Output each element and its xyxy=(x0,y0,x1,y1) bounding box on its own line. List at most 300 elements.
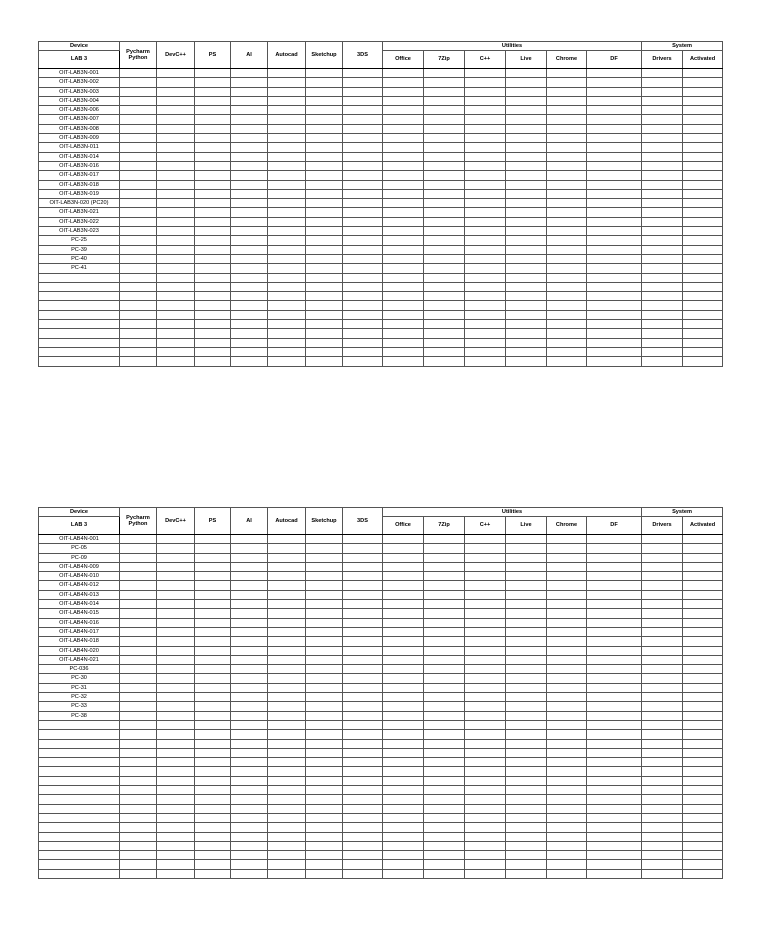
status-cell xyxy=(424,199,465,208)
status-cell xyxy=(195,665,231,674)
status-cell xyxy=(587,96,642,105)
status-cell xyxy=(424,739,465,748)
device-name-cell: OIT-LAB3N-008 xyxy=(39,124,120,133)
status-cell xyxy=(424,711,465,720)
status-cell xyxy=(424,347,465,356)
status-cell xyxy=(465,674,506,683)
status-cell xyxy=(506,739,547,748)
status-cell xyxy=(306,310,343,319)
status-cell xyxy=(268,161,306,170)
status-cell xyxy=(642,767,683,776)
status-cell xyxy=(424,152,465,161)
status-cell xyxy=(642,115,683,124)
status-cell xyxy=(506,301,547,310)
status-cell xyxy=(506,245,547,254)
status-cell xyxy=(547,786,587,795)
status-cell xyxy=(157,357,195,366)
status-cell xyxy=(195,860,231,869)
status-cell xyxy=(343,841,383,850)
status-cell xyxy=(383,264,424,273)
status-cell xyxy=(506,823,547,832)
status-cell xyxy=(587,813,642,822)
live-header: Live xyxy=(506,51,547,69)
status-cell xyxy=(120,227,157,236)
status-cell xyxy=(587,208,642,217)
table-row xyxy=(39,851,723,860)
status-cell xyxy=(343,208,383,217)
status-cell xyxy=(231,217,268,226)
status-cell xyxy=(195,227,231,236)
device-name-cell: OIT-LAB4N-015 xyxy=(39,609,120,618)
status-cell xyxy=(506,609,547,618)
status-cell xyxy=(424,106,465,115)
status-cell xyxy=(268,637,306,646)
status-cell xyxy=(424,581,465,590)
cpp-header: C++ xyxy=(465,51,506,69)
status-cell xyxy=(268,227,306,236)
status-cell xyxy=(343,115,383,124)
status-cell xyxy=(120,590,157,599)
status-cell xyxy=(587,115,642,124)
device-name-cell: PC-05 xyxy=(39,544,120,553)
status-cell xyxy=(683,637,723,646)
status-cell xyxy=(642,254,683,263)
status-cell xyxy=(424,748,465,757)
status-cell xyxy=(642,106,683,115)
status-cell xyxy=(465,711,506,720)
status-cell xyxy=(157,535,195,544)
status-cell xyxy=(383,609,424,618)
status-cell xyxy=(343,572,383,581)
status-cell xyxy=(383,739,424,748)
status-cell xyxy=(120,87,157,96)
status-cell xyxy=(547,646,587,655)
status-cell xyxy=(195,776,231,785)
status-cell xyxy=(683,208,723,217)
status-cell xyxy=(268,730,306,739)
status-cell xyxy=(383,199,424,208)
status-cell xyxy=(383,776,424,785)
status-cell xyxy=(683,590,723,599)
table-row xyxy=(39,78,723,87)
status-cell xyxy=(195,609,231,618)
status-cell xyxy=(343,245,383,254)
status-cell xyxy=(465,171,506,180)
status-cell xyxy=(547,720,587,729)
status-cell xyxy=(268,338,306,347)
status-cell xyxy=(506,254,547,263)
status-cell xyxy=(383,646,424,655)
status-cell xyxy=(642,655,683,664)
status-cell xyxy=(383,683,424,692)
table-row xyxy=(39,562,723,571)
status-cell xyxy=(306,208,343,217)
status-cell xyxy=(306,804,343,813)
status-cell xyxy=(306,245,343,254)
status-cell xyxy=(642,730,683,739)
status-cell xyxy=(383,282,424,291)
table-row xyxy=(39,869,723,878)
status-cell xyxy=(343,161,383,170)
status-cell xyxy=(424,320,465,329)
status-cell xyxy=(465,217,506,226)
status-cell xyxy=(547,320,587,329)
status-cell xyxy=(120,702,157,711)
status-cell xyxy=(506,851,547,860)
status-cell xyxy=(506,693,547,702)
status-cell xyxy=(383,189,424,198)
status-cell xyxy=(547,869,587,878)
status-cell xyxy=(343,702,383,711)
status-cell xyxy=(157,282,195,291)
status-cell xyxy=(547,264,587,273)
device-name-cell: OIT-LAB3N-022 xyxy=(39,217,120,226)
status-cell xyxy=(157,655,195,664)
status-cell xyxy=(157,199,195,208)
status-cell xyxy=(547,609,587,618)
status-cell xyxy=(547,217,587,226)
status-cell xyxy=(120,767,157,776)
status-cell xyxy=(424,227,465,236)
status-cell xyxy=(195,618,231,627)
status-cell xyxy=(306,823,343,832)
status-cell xyxy=(231,227,268,236)
status-cell xyxy=(306,572,343,581)
status-cell xyxy=(642,124,683,133)
table-row xyxy=(39,739,723,748)
status-cell xyxy=(683,832,723,841)
status-cell xyxy=(231,618,268,627)
status-cell xyxy=(424,189,465,198)
device-name-cell xyxy=(39,823,120,832)
status-cell xyxy=(465,627,506,636)
status-cell xyxy=(587,665,642,674)
status-cell xyxy=(157,180,195,189)
status-cell xyxy=(383,171,424,180)
status-cell xyxy=(683,143,723,152)
status-cell xyxy=(268,217,306,226)
status-cell xyxy=(157,254,195,263)
status-cell xyxy=(642,171,683,180)
status-cell xyxy=(231,161,268,170)
status-cell xyxy=(424,804,465,813)
status-cell xyxy=(642,860,683,869)
status-cell xyxy=(683,776,723,785)
status-cell xyxy=(506,804,547,813)
status-cell xyxy=(547,199,587,208)
status-cell xyxy=(231,171,268,180)
status-cell xyxy=(120,786,157,795)
table-row xyxy=(39,637,723,646)
status-cell xyxy=(157,851,195,860)
status-cell xyxy=(195,152,231,161)
status-cell xyxy=(642,813,683,822)
status-cell xyxy=(195,841,231,850)
status-cell xyxy=(683,581,723,590)
status-cell xyxy=(465,115,506,124)
status-cell xyxy=(547,236,587,245)
status-cell xyxy=(424,618,465,627)
status-cell xyxy=(120,292,157,301)
status-cell xyxy=(683,665,723,674)
status-cell xyxy=(268,78,306,87)
status-cell xyxy=(306,236,343,245)
status-cell xyxy=(506,674,547,683)
table-row xyxy=(39,683,723,692)
status-cell xyxy=(306,665,343,674)
table-row xyxy=(39,600,723,609)
status-cell xyxy=(157,310,195,319)
status-cell xyxy=(383,590,424,599)
status-cell xyxy=(306,171,343,180)
system-header: System xyxy=(642,42,723,51)
status-cell xyxy=(268,600,306,609)
status-cell xyxy=(642,748,683,757)
status-cell xyxy=(120,572,157,581)
status-cell xyxy=(465,851,506,860)
table-row xyxy=(39,841,723,850)
status-cell xyxy=(465,841,506,850)
status-cell xyxy=(343,637,383,646)
status-cell xyxy=(547,655,587,664)
status-cell xyxy=(383,562,424,571)
device-name-cell: OIT-LAB3N-002 xyxy=(39,78,120,87)
status-cell xyxy=(306,292,343,301)
status-cell xyxy=(506,730,547,739)
status-cell xyxy=(587,795,642,804)
status-cell xyxy=(587,786,642,795)
status-cell xyxy=(424,544,465,553)
table-row xyxy=(39,96,723,105)
status-cell xyxy=(642,180,683,189)
status-cell xyxy=(642,273,683,282)
status-cell xyxy=(306,199,343,208)
status-cell xyxy=(683,795,723,804)
table-row xyxy=(39,813,723,822)
status-cell xyxy=(306,627,343,636)
table-row xyxy=(39,832,723,841)
status-cell xyxy=(157,702,195,711)
table-row xyxy=(39,143,723,152)
status-cell xyxy=(465,320,506,329)
device-name-cell: PC-09 xyxy=(39,553,120,562)
status-cell xyxy=(231,87,268,96)
status-cell xyxy=(547,115,587,124)
status-cell xyxy=(343,301,383,310)
status-cell xyxy=(383,236,424,245)
status-cell xyxy=(306,674,343,683)
status-cell xyxy=(587,776,642,785)
status-cell xyxy=(465,69,506,78)
status-cell xyxy=(642,600,683,609)
status-cell xyxy=(120,301,157,310)
status-cell xyxy=(343,69,383,78)
status-cell xyxy=(547,189,587,198)
status-cell xyxy=(306,739,343,748)
status-cell xyxy=(424,646,465,655)
utilities-header: Utilities xyxy=(383,42,642,51)
status-cell xyxy=(506,273,547,282)
status-cell xyxy=(268,69,306,78)
status-cell xyxy=(268,562,306,571)
status-cell xyxy=(306,600,343,609)
status-cell xyxy=(642,87,683,96)
status-cell xyxy=(683,115,723,124)
pycharm-python-header: Pycharm Python xyxy=(120,508,157,535)
status-cell xyxy=(465,245,506,254)
status-cell xyxy=(683,720,723,729)
status-cell xyxy=(424,124,465,133)
status-cell xyxy=(157,590,195,599)
status-cell xyxy=(268,572,306,581)
status-cell xyxy=(120,600,157,609)
status-cell xyxy=(587,78,642,87)
status-cell xyxy=(343,106,383,115)
device-name-cell xyxy=(39,795,120,804)
status-cell xyxy=(231,544,268,553)
table-row xyxy=(39,767,723,776)
status-cell xyxy=(268,143,306,152)
status-cell xyxy=(506,720,547,729)
status-cell xyxy=(231,245,268,254)
device-name-cell xyxy=(39,338,120,347)
status-cell xyxy=(424,96,465,105)
status-cell xyxy=(343,124,383,133)
device-name-cell xyxy=(39,767,120,776)
status-cell xyxy=(506,282,547,291)
table-row xyxy=(39,320,723,329)
status-cell xyxy=(343,152,383,161)
status-cell xyxy=(306,264,343,273)
status-cell xyxy=(683,562,723,571)
status-cell xyxy=(268,813,306,822)
status-cell xyxy=(195,683,231,692)
status-cell xyxy=(231,254,268,263)
status-cell xyxy=(642,627,683,636)
status-cell xyxy=(683,189,723,198)
status-cell xyxy=(642,544,683,553)
status-cell xyxy=(642,646,683,655)
status-cell xyxy=(383,600,424,609)
status-cell xyxy=(195,254,231,263)
status-cell xyxy=(157,78,195,87)
status-cell xyxy=(465,786,506,795)
status-cell xyxy=(306,693,343,702)
status-cell xyxy=(231,804,268,813)
status-cell xyxy=(506,69,547,78)
status-cell xyxy=(383,841,424,850)
status-cell xyxy=(195,655,231,664)
status-cell xyxy=(268,674,306,683)
status-cell xyxy=(683,767,723,776)
status-cell xyxy=(465,199,506,208)
status-cell xyxy=(506,161,547,170)
status-cell xyxy=(424,786,465,795)
status-cell xyxy=(383,702,424,711)
status-cell xyxy=(683,618,723,627)
status-cell xyxy=(547,627,587,636)
status-cell xyxy=(465,329,506,338)
status-cell xyxy=(383,338,424,347)
status-cell xyxy=(642,338,683,347)
status-cell xyxy=(383,869,424,878)
table-row xyxy=(39,217,723,226)
status-cell xyxy=(506,199,547,208)
status-cell xyxy=(547,600,587,609)
status-cell xyxy=(306,748,343,757)
status-cell xyxy=(587,282,642,291)
status-cell xyxy=(383,627,424,636)
office-header: Office xyxy=(383,51,424,69)
device-name-cell: OIT-LAB4N-020 xyxy=(39,646,120,655)
status-cell xyxy=(587,273,642,282)
status-cell xyxy=(547,813,587,822)
status-cell xyxy=(120,69,157,78)
device-name-cell xyxy=(39,720,120,729)
status-cell xyxy=(306,134,343,143)
status-cell xyxy=(587,832,642,841)
status-cell xyxy=(343,804,383,813)
device-name-cell xyxy=(39,841,120,850)
status-cell xyxy=(120,310,157,319)
status-cell xyxy=(383,152,424,161)
status-cell xyxy=(587,609,642,618)
status-cell xyxy=(587,851,642,860)
status-cell xyxy=(195,590,231,599)
status-cell xyxy=(268,804,306,813)
status-cell xyxy=(157,292,195,301)
status-cell xyxy=(195,637,231,646)
status-cell xyxy=(343,338,383,347)
status-cell xyxy=(231,143,268,152)
status-cell xyxy=(343,143,383,152)
status-cell xyxy=(547,171,587,180)
table-row xyxy=(39,87,723,96)
status-cell xyxy=(424,134,465,143)
status-cell xyxy=(343,282,383,291)
status-cell xyxy=(424,600,465,609)
status-cell xyxy=(268,627,306,636)
status-cell xyxy=(195,106,231,115)
status-cell xyxy=(268,329,306,338)
table-row xyxy=(39,357,723,366)
status-cell xyxy=(506,292,547,301)
status-cell xyxy=(642,786,683,795)
status-cell xyxy=(231,282,268,291)
device-name-cell xyxy=(39,832,120,841)
df-header: DF xyxy=(587,51,642,69)
status-cell xyxy=(120,711,157,720)
status-cell xyxy=(424,115,465,124)
status-cell xyxy=(268,292,306,301)
status-cell xyxy=(587,357,642,366)
status-cell xyxy=(268,767,306,776)
table-row xyxy=(39,655,723,664)
status-cell xyxy=(547,841,587,850)
lab-header: LAB 3 xyxy=(39,51,120,69)
status-cell xyxy=(383,161,424,170)
status-cell xyxy=(268,860,306,869)
status-cell xyxy=(231,841,268,850)
status-cell xyxy=(120,320,157,329)
status-cell xyxy=(195,804,231,813)
status-cell xyxy=(343,730,383,739)
status-cell xyxy=(120,152,157,161)
status-cell xyxy=(642,693,683,702)
device-name-cell xyxy=(39,282,120,291)
status-cell xyxy=(424,851,465,860)
ps-header: PS xyxy=(195,508,231,535)
